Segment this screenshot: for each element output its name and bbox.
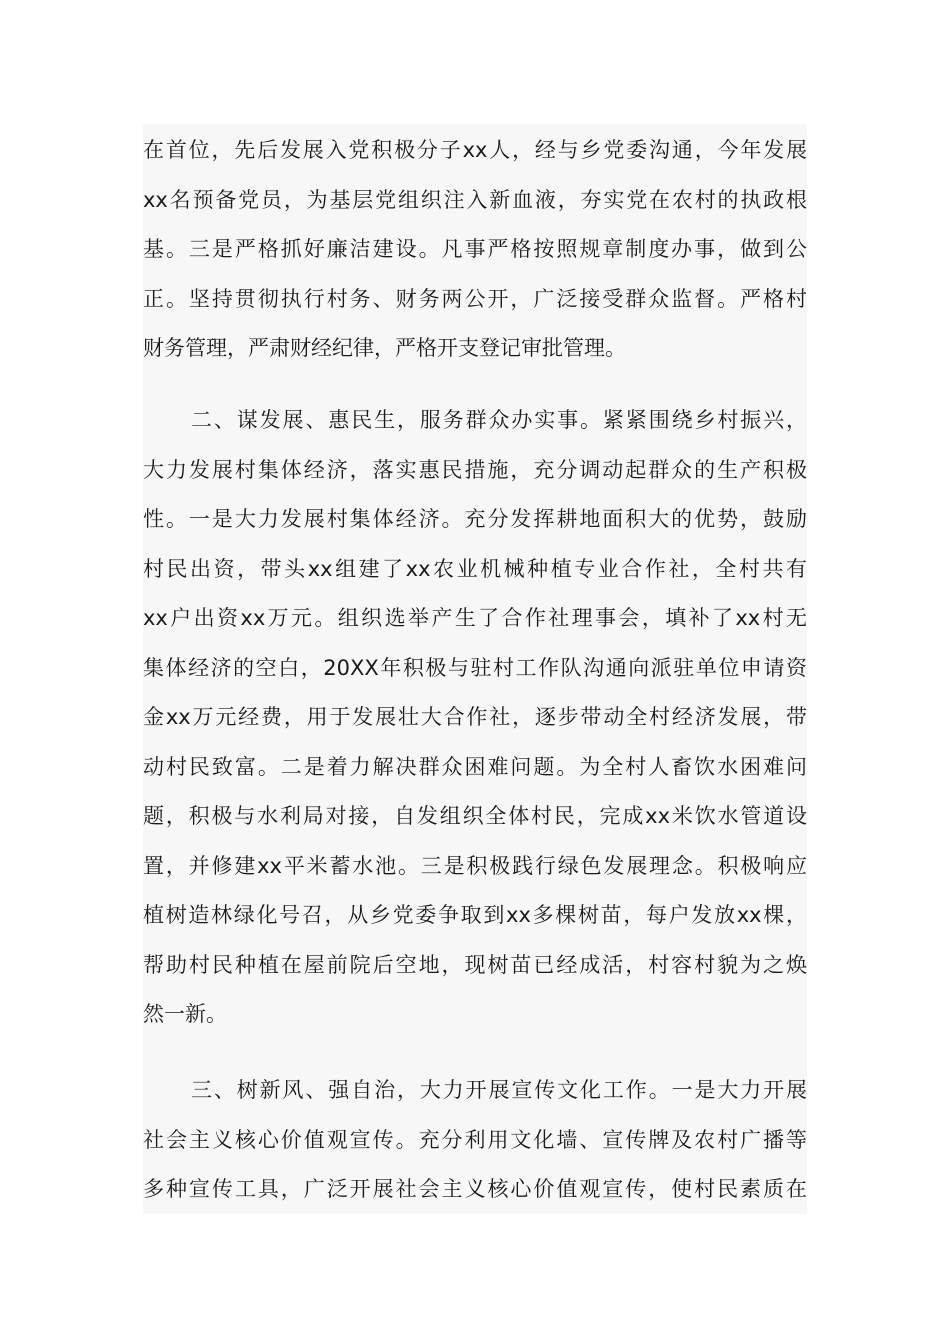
paragraph-line: 大力发展村集体经济，落实惠民措施，充分调动起群众的生产积极 [143, 457, 807, 482]
paragraph-line: 题，积极与水利局对接，自发组织全体村民，完成xx米饮水管道设 [143, 804, 807, 828]
paragraph-line: 多种宣传工具，广泛开展社会主义核心价值观宣传，使村民素质在 [143, 1177, 807, 1201]
paragraph-line: 集体经济的空白，20XX年积极与驻村工作队沟通向派驻单位申请资 [143, 655, 807, 680]
paragraph-2 [143, 396, 807, 1040]
paragraph-line: 财务管理，严肃财经纪律，严格开支登记审批管理。 [143, 336, 626, 360]
paragraph-line: xx户出资xx万元。组织选举产生了合作社理事会，填补了xx村无 [143, 606, 807, 630]
paragraph-line: 性。一是大力发展村集体经济。充分发挥耕地面积大的优势，鼓励 [143, 507, 807, 531]
paragraph-line: 社会主义核心价值观宣传。充分利用文化墙、宣传牌及农村广播等 [143, 1127, 807, 1152]
paragraph-line: xx名预备党员，为基层党组织注入新血液，夯实党在农村的执政根 [143, 187, 807, 212]
document-page [143, 124, 807, 1214]
paragraph-line: 置，并修建xx平米蓄水池。三是积极践行绿色发展理念。积极响应 [143, 853, 807, 878]
paragraph-line: 在首位，先后发展入党积极分子xx人，经与乡党委沟通，今年发展 [143, 138, 807, 162]
paragraph-line: 动村民致富。二是着力解决群众困难问题。为全村人畜饮水困难问 [143, 754, 807, 779]
paragraph-line: 然一新。 [143, 1002, 227, 1026]
paragraph-line: 植树造林绿化号召，从乡党委争取到xx多棵树苗，每户发放xx棵， [143, 903, 807, 927]
paragraph-line: 金xx万元经费，用于发展壮大合作社，逐步带动全村经济发展，带 [143, 705, 807, 729]
paragraph-line: 正。坚持贯彻执行村务、财务两公开，广泛接受群众监督。严格村 [143, 286, 807, 311]
paragraph-line: 帮助村民种植在屋前院后空地，现树苗已经成活，村容村貌为之焕 [143, 952, 807, 977]
paragraph-1 [143, 126, 807, 374]
paragraph-line: 三、树新风、强自治，大力开展宣传文化工作。一是大力开展 [191, 1078, 807, 1102]
paragraph-line: 村民出资，带头xx组建了xx农业机械种植专业合作社，全村共有 [143, 556, 807, 581]
paragraph-line: 二、谋发展、惠民生，服务群众办实事。紧紧围绕乡村振兴， [191, 408, 807, 432]
paragraph-line: 基。三是严格抓好廉洁建设。凡事严格按照规章制度办事，做到公 [143, 237, 807, 261]
paragraph-3 [143, 1066, 807, 1215]
